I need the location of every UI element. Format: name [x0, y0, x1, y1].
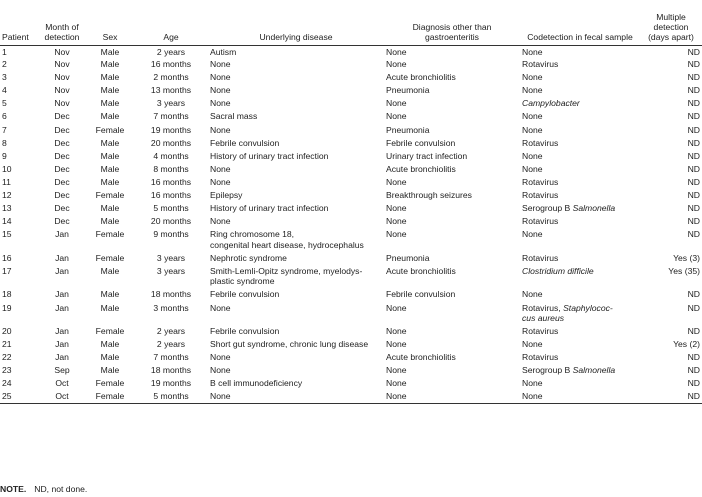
header-cell: Diagnosis other than gastroenteritis — [384, 0, 520, 45]
cell-age: 8 months — [153, 163, 189, 174]
table-row — [0, 228, 702, 252]
table-row — [0, 71, 702, 84]
cell-diagnosis: None — [386, 302, 407, 313]
cell-multiple-detection: ND — [687, 176, 700, 187]
cell-patient: 1 — [2, 46, 7, 57]
note-label: NOTE. — [0, 484, 27, 494]
cell-multiple-detection: ND — [687, 59, 700, 70]
cell-age: 2 years — [156, 339, 186, 350]
cell-patient: 10 — [2, 163, 12, 174]
cell-sex: Female — [95, 378, 125, 389]
cell-month: Jan — [55, 289, 69, 300]
cell-sex: Male — [100, 203, 120, 214]
cell-underlying-disease: History of urinary tract infection — [210, 150, 329, 161]
cell-multiple-detection: ND — [687, 98, 700, 109]
cell-diagnosis: Pneumonia — [386, 252, 430, 263]
cell-sex: Male — [100, 72, 120, 83]
table-row — [0, 84, 702, 97]
cell-codetection: None — [522, 229, 543, 240]
cell-codetection: None — [522, 163, 543, 174]
cell-sex: Female — [95, 124, 125, 135]
cell-age: 5 months — [134, 390, 208, 403]
cell-patient: 24 — [2, 378, 12, 389]
cell-underlying-disease: None — [210, 85, 231, 96]
cell-underlying-disease: None — [210, 302, 231, 313]
cell-month: Sep — [54, 365, 70, 376]
cell-diagnosis: None — [386, 365, 407, 376]
cell-age: 4 months — [153, 150, 189, 161]
cell-month: Oct — [55, 378, 69, 389]
cell-diagnosis: Acute bronchiolitis — [386, 163, 456, 174]
cell-diagnosis: None — [386, 326, 407, 336]
cell-age: 18 months — [150, 365, 192, 376]
table-row — [0, 265, 702, 289]
cell-diagnosis: Acute bronchiolitis — [386, 352, 456, 363]
cell-patient: 21 — [2, 339, 12, 350]
cell-codetection: None — [522, 150, 543, 161]
header-row — [0, 0, 702, 45]
cell-age: 19 months — [150, 378, 192, 389]
cell-multiple-detection: ND — [687, 365, 700, 376]
table-row — [0, 45, 702, 58]
cell-codetection: None — [522, 339, 543, 350]
cell-patient: 18 — [2, 289, 12, 300]
cell-sex: Female — [95, 190, 125, 201]
cell-diagnosis: None — [386, 111, 407, 122]
cell-sex: Male — [100, 150, 120, 161]
cell-codetection: Serogroup B Salmonella — [522, 203, 616, 214]
table-row — [0, 377, 702, 390]
cell-multiple-detection: ND — [687, 124, 700, 135]
cell-diagnosis: Pneumonia — [386, 85, 430, 96]
cell-codetection: None — [522, 85, 543, 96]
cell-codetection: None — [522, 289, 543, 300]
cell-month: Dec — [54, 190, 70, 201]
cell-age: 5 months — [153, 203, 189, 214]
header-cell: Age — [134, 0, 208, 45]
cell-patient: 15 — [2, 229, 12, 240]
cell-patient: 19 — [2, 302, 12, 313]
cell-month: Jan — [55, 252, 69, 263]
table-row — [0, 338, 702, 351]
cell-multiple-detection: ND — [687, 326, 700, 336]
table-row — [0, 110, 702, 123]
cell-multiple-detection: ND — [687, 190, 700, 201]
cell-multiple-detection: ND — [687, 289, 700, 300]
cell-age: 2 years — [156, 326, 186, 336]
cell-month: Dec — [54, 216, 70, 227]
cell-underlying-disease: Autism — [210, 46, 237, 57]
cell-underlying-disease: None — [210, 176, 231, 187]
cell-multiple-detection: ND — [687, 46, 700, 57]
header-cell: Patient — [0, 0, 38, 45]
cell-patient: 11 — [2, 176, 11, 187]
cell-diagnosis: Breakthrough seizures — [386, 190, 472, 201]
cell-age: 7 months — [153, 352, 189, 363]
cell-age: 20 months — [150, 216, 192, 227]
cell-underlying-disease: Febrile convulsion — [210, 137, 280, 148]
cell-multiple-detection: ND — [687, 72, 700, 83]
cell-diagnosis: None — [386, 378, 407, 389]
cell-underlying-disease: Nephrotic syndrome — [210, 252, 287, 263]
table-row — [0, 325, 702, 338]
cell-multiple-detection: Yes (2) — [673, 339, 700, 350]
cell-multiple-detection: Yes (3) — [673, 252, 700, 263]
cell-codetection: Clostridium difficile — [522, 265, 594, 276]
cell-month: Jan — [55, 326, 69, 336]
cell-multiple-detection: ND — [687, 111, 700, 122]
cell-sex: Male — [100, 302, 120, 313]
cell-codetection: Rotavirus — [522, 252, 559, 263]
table-row — [0, 124, 702, 137]
cell-underlying-disease: None — [210, 352, 231, 363]
cell-diagnosis: Acute bronchiolitis — [386, 265, 456, 276]
cell-patient: 22 — [2, 352, 12, 363]
cell-month: Jan — [55, 339, 69, 350]
cell-multiple-detection: ND — [687, 137, 700, 148]
header-cell: Multiple detection (days apart) — [640, 0, 702, 45]
cell-month: Jan — [55, 265, 69, 276]
cell-month: Nov — [54, 85, 70, 96]
cell-diagnosis: None — [386, 98, 407, 109]
cell-month: Jan — [55, 302, 69, 313]
table-row — [0, 163, 702, 176]
table-row — [0, 288, 702, 301]
header-cell: Month of detection — [38, 0, 86, 45]
cell-age: 18 months — [150, 289, 192, 300]
table-row — [0, 189, 702, 202]
cell-underlying-disease: None — [210, 72, 231, 83]
cell-patient: 3 — [2, 72, 7, 83]
table-row — [0, 137, 702, 150]
cell-codetection: Campylobacter — [522, 98, 580, 109]
cell-underlying-disease: None — [210, 365, 231, 376]
cell-diagnosis: Febrile convulsion — [386, 289, 456, 300]
cell-underlying-disease: History of urinary tract infection — [210, 203, 329, 214]
table-note — [0, 484, 87, 494]
cell-age: 3 years — [156, 98, 186, 109]
cell-codetection: None — [522, 124, 543, 135]
cell-underlying-disease: Ring chromosome 18, congenital heart disease, hydrocephalus — [210, 229, 364, 250]
cell-patient: 20 — [2, 326, 12, 336]
cell-diagnosis: None — [386, 176, 407, 187]
cell-sex: Female — [95, 252, 125, 263]
cell-month: Dec — [54, 176, 70, 187]
table-row — [0, 202, 702, 215]
cell-codetection: Rotavirus — [522, 59, 559, 70]
cell-sex: Male — [100, 289, 120, 300]
cell-multiple-detection: ND — [687, 302, 700, 313]
cell-sex: Female — [95, 229, 125, 240]
cell-diagnosis: None — [386, 339, 407, 350]
cell-multiple-detection: ND — [687, 150, 700, 161]
cell-underlying-disease: None — [210, 59, 231, 70]
cell-underlying-disease: B cell immunodeficiency — [210, 378, 303, 389]
cell-sex: Male — [100, 111, 120, 122]
cell-diagnosis: None — [386, 216, 407, 227]
cell-patient: 8 — [2, 137, 7, 148]
cell-codetection: None — [522, 378, 543, 389]
cell-patient: 6 — [2, 111, 7, 122]
cell-multiple-detection: ND — [687, 229, 700, 240]
cell-codetection: Rotavirus — [522, 326, 559, 336]
cell-multiple-detection: ND — [640, 390, 702, 403]
cell-sex: Male — [100, 265, 120, 276]
cell-codetection: Rotavirus — [522, 137, 559, 148]
cell-sex: Male — [100, 163, 120, 174]
table-row — [0, 351, 702, 364]
cell-month: Dec — [54, 111, 70, 122]
cell-diagnosis: None — [386, 229, 407, 240]
cell-month: Jan — [55, 352, 69, 363]
table-row — [0, 58, 702, 71]
cell-month: Nov — [54, 98, 70, 109]
cell-codetection: Rotavirus — [522, 352, 559, 363]
cell-age: 7 months — [153, 111, 189, 122]
table-row — [0, 176, 702, 189]
cell-multiple-detection: Yes (35) — [668, 265, 700, 276]
cell-diagnosis: None — [384, 390, 520, 403]
cell-sex: Male — [100, 46, 120, 57]
cell-diagnosis: None — [386, 46, 407, 57]
cell-multiple-detection: ND — [687, 163, 700, 174]
cell-patient: 7 — [2, 124, 7, 135]
cell-month: Dec — [54, 163, 70, 174]
cell-age: 2 years — [156, 46, 186, 57]
cell-codetection: None — [522, 111, 543, 122]
cell-month: Dec — [54, 124, 70, 135]
header-cell: Underlying disease — [208, 0, 384, 45]
cell-multiple-detection: ND — [687, 352, 700, 363]
table-row — [0, 390, 702, 403]
cell-age: 9 months — [153, 229, 189, 240]
cell-age: 20 months — [150, 137, 192, 148]
cell-patient: 5 — [2, 98, 7, 109]
cell-diagnosis: None — [386, 59, 407, 70]
table-row — [0, 252, 702, 265]
cell-sex: Female — [86, 390, 134, 403]
cell-month: Dec — [54, 203, 70, 214]
cell-multiple-detection: ND — [687, 85, 700, 96]
cell-sex: Male — [100, 216, 120, 227]
cell-sex: Male — [100, 98, 120, 109]
cell-codetection: Rotavirus, Staphylococ- cus aureus — [522, 302, 613, 323]
cell-underlying-disease: None — [210, 124, 231, 135]
cell-codetection: None — [522, 72, 543, 83]
cell-underlying-disease: None — [210, 163, 231, 174]
cell-sex: Male — [100, 352, 120, 363]
cell-underlying-disease: Short gut syndrome, chronic lung disease — [210, 339, 369, 350]
cell-patient: 25 — [0, 390, 38, 403]
cell-underlying-disease: None — [210, 216, 231, 227]
table-row — [0, 364, 702, 377]
cell-sex: Male — [100, 137, 120, 148]
cell-diagnosis: Febrile convulsion — [386, 137, 456, 148]
cell-diagnosis: Acute bronchiolitis — [386, 72, 456, 83]
cell-multiple-detection: ND — [687, 216, 700, 227]
cell-codetection: Serogroup B Salmonella — [522, 365, 616, 376]
cell-multiple-detection: ND — [687, 378, 700, 389]
cell-sex: Male — [100, 85, 120, 96]
table-row — [0, 215, 702, 228]
cell-age: 3 years — [156, 252, 186, 263]
table-row — [0, 150, 702, 163]
cell-codetection: Rotavirus — [522, 190, 559, 201]
cell-age: 16 months — [150, 59, 192, 70]
cell-age: 19 months — [150, 124, 192, 135]
cell-codetection: Rotavirus — [522, 176, 559, 187]
cell-patient: 16 — [2, 252, 12, 263]
cell-underlying-disease: Smith-Lemli-Opitz syndrome, myelodys- plastic syndrome — [210, 265, 363, 287]
table-row — [0, 302, 702, 326]
cell-patient: 12 — [2, 190, 12, 201]
cell-diagnosis: Urinary tract infection — [386, 150, 468, 161]
cell-month: Dec — [54, 150, 70, 161]
cell-month: Nov — [54, 72, 70, 83]
cell-age: 13 months — [150, 85, 192, 96]
cell-patient: 2 — [2, 59, 7, 70]
cell-underlying-disease: None — [208, 390, 384, 403]
cell-age: 16 months — [150, 190, 192, 201]
table-row — [0, 97, 702, 110]
cell-age: 3 months — [153, 302, 189, 313]
cell-month: Oct — [38, 390, 86, 403]
cell-codetection: Rotavirus — [522, 216, 559, 227]
cell-month: Nov — [54, 46, 70, 57]
cell-diagnosis: Pneumonia — [386, 124, 430, 135]
cell-sex: Male — [100, 176, 120, 187]
cell-codetection: None — [522, 46, 543, 57]
cell-sex: Female — [95, 326, 125, 336]
cell-patient: 14 — [2, 216, 12, 227]
cell-patient: 23 — [2, 365, 12, 376]
cell-underlying-disease: Febrile convulsion — [210, 326, 280, 336]
cell-month: Dec — [54, 137, 70, 148]
cell-underlying-disease: Sacral mass — [210, 111, 258, 122]
cell-multiple-detection: ND — [687, 203, 700, 214]
cell-underlying-disease: None — [210, 98, 231, 109]
cell-patient: 17 — [2, 265, 12, 276]
note-text: ND, not done. — [34, 484, 88, 494]
cell-age: 2 months — [153, 72, 189, 83]
cell-codetection: None — [520, 390, 640, 403]
cell-underlying-disease: Febrile convulsion — [210, 289, 280, 300]
cell-month: Jan — [55, 229, 69, 240]
cell-age: 16 months — [150, 176, 192, 187]
cell-patient: 4 — [2, 85, 7, 96]
cell-patient: 9 — [2, 150, 7, 161]
cell-month: Nov — [54, 59, 70, 70]
cell-age: 3 years — [156, 265, 186, 276]
cell-underlying-disease: Epilepsy — [210, 190, 243, 201]
cell-sex: Male — [100, 339, 120, 350]
cell-sex: Male — [100, 59, 120, 70]
header-cell: Codetection in fecal sample — [520, 0, 640, 45]
cell-patient: 13 — [2, 203, 12, 214]
cell-sex: Male — [100, 365, 120, 376]
cell-diagnosis: None — [386, 203, 407, 214]
header-cell: Sex — [86, 0, 134, 45]
